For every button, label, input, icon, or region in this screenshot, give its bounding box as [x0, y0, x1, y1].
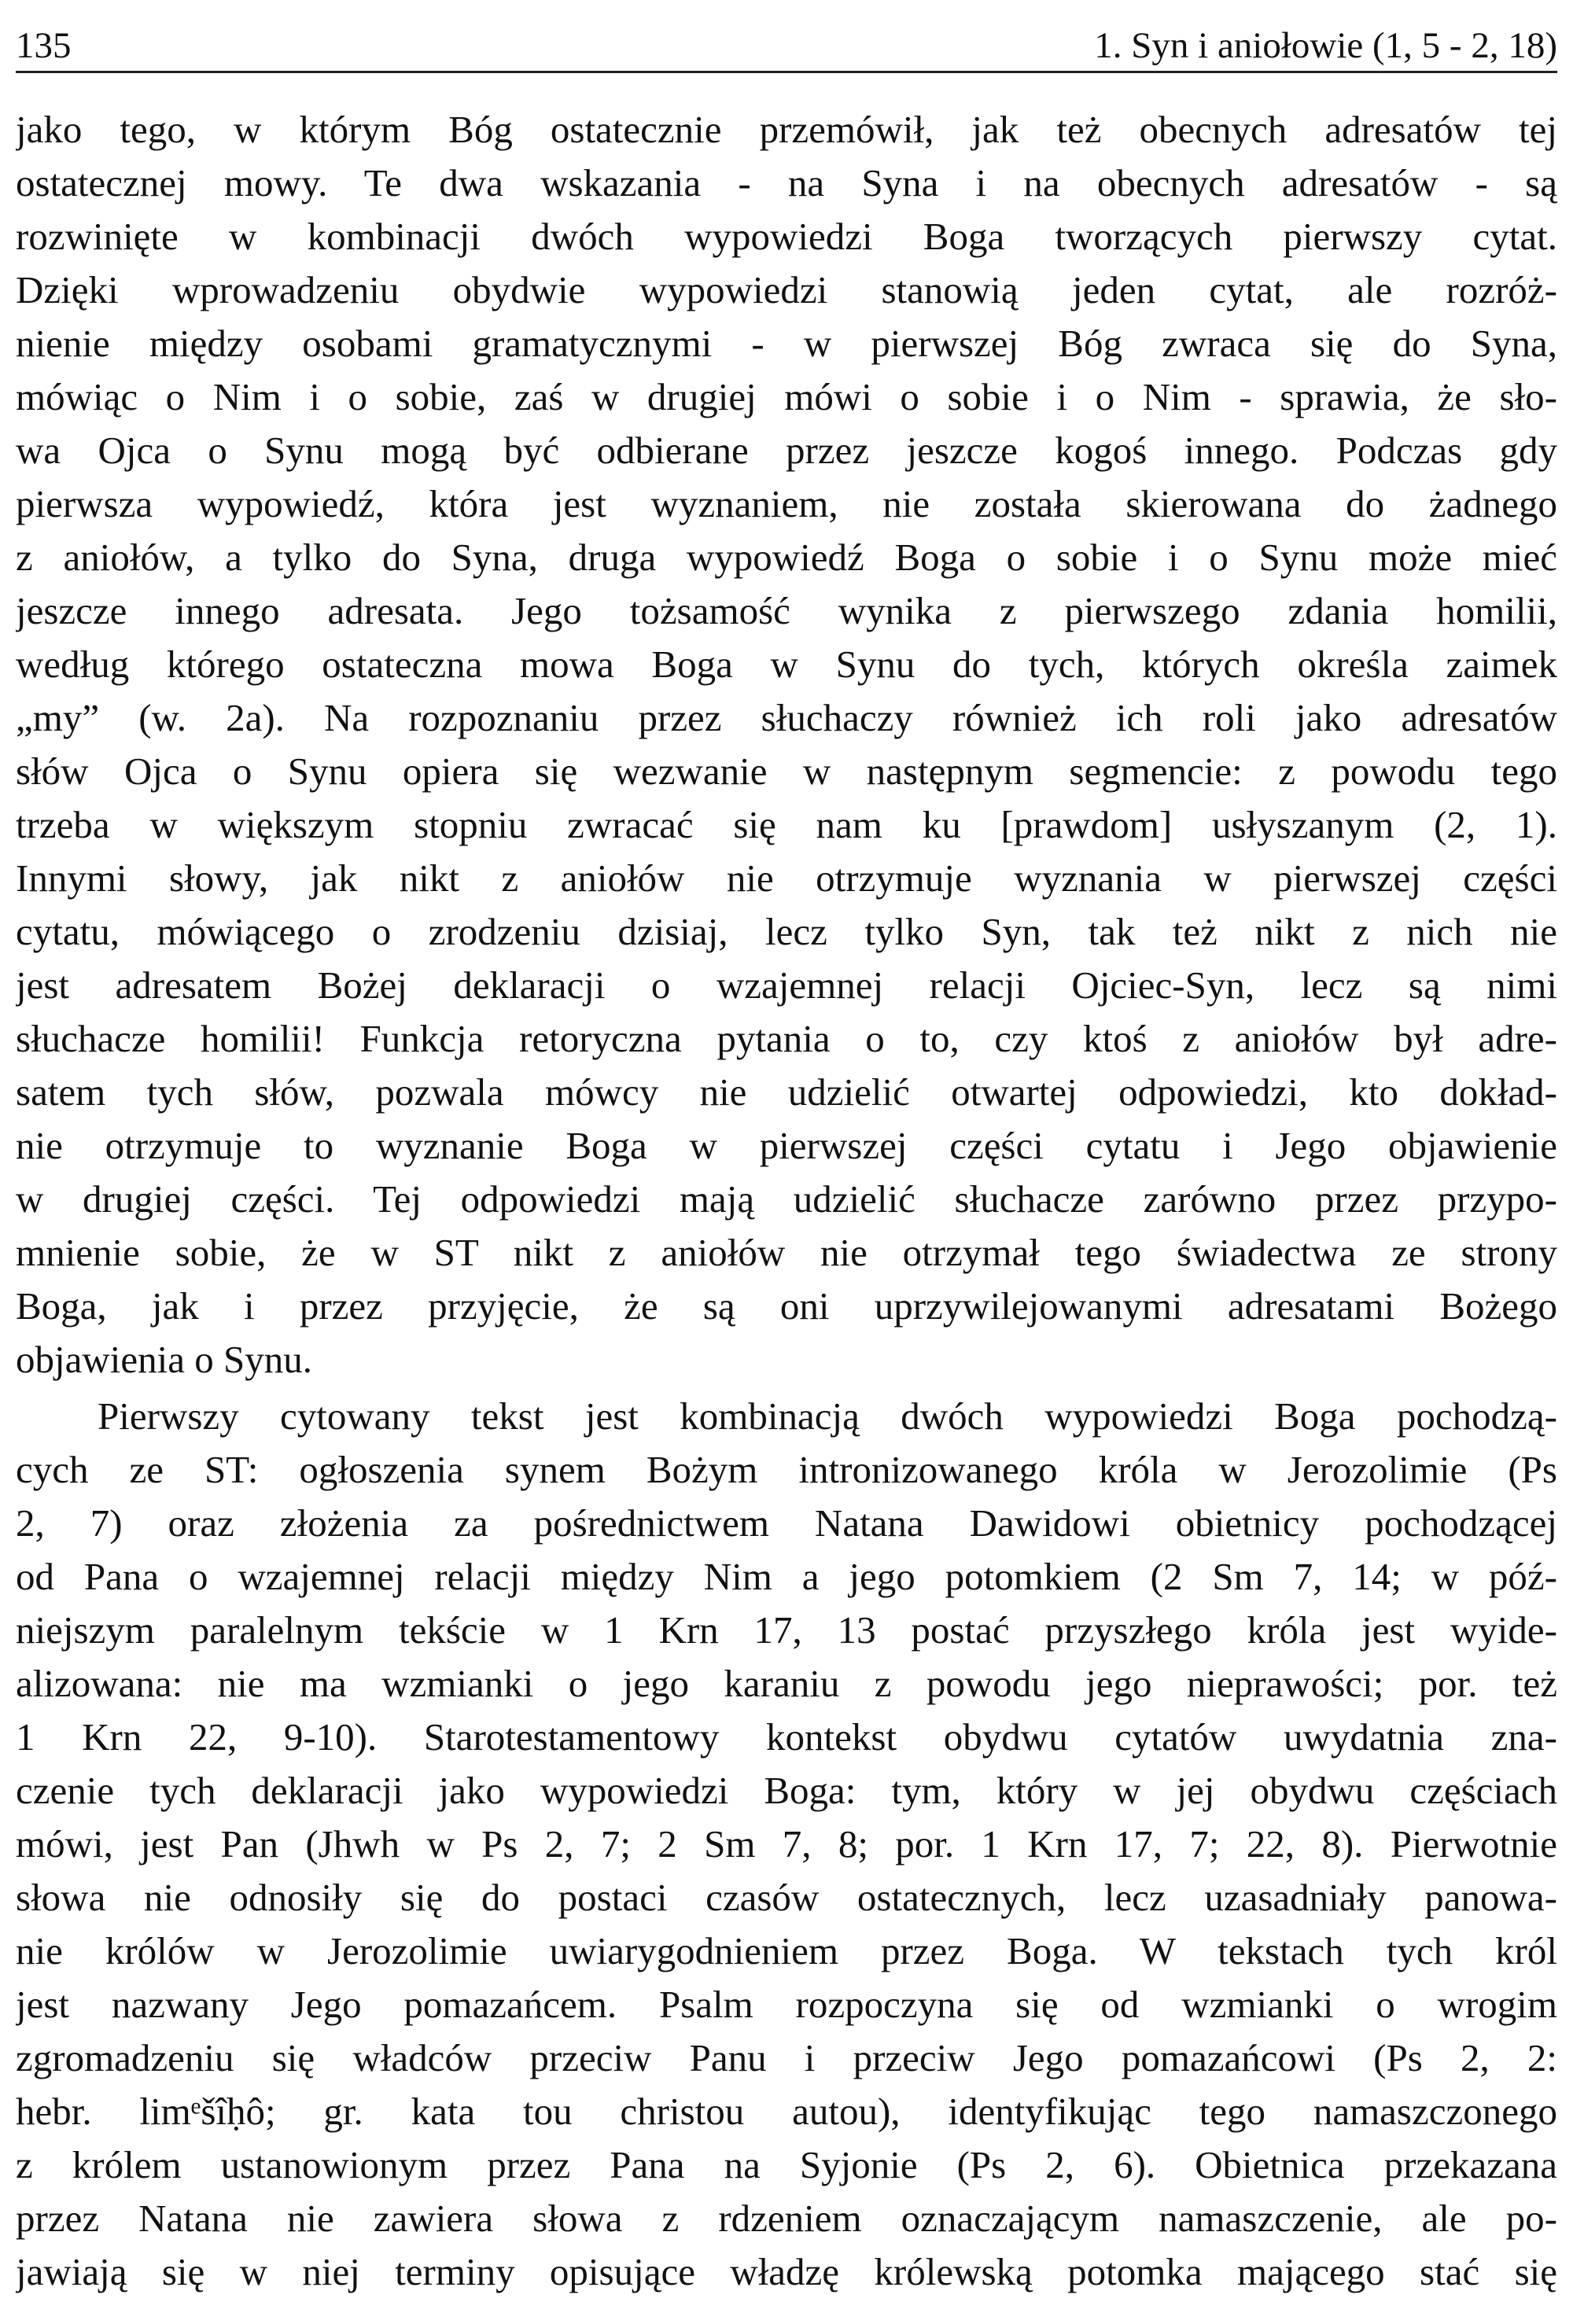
text-line: przez Natana nie zawiera słowa z rdzeniem oznaczającym namaszczenie, ale po- — [16, 2197, 1557, 2240]
text-line: jawiają się w niej terminy opisujące władzę królewską potomka mającego stać się — [16, 2250, 1557, 2293]
text-line: jest adresatem Bożej deklaracji o wzajemnej relacji Ojciec-Syn, lecz są nimi — [16, 963, 1557, 1007]
paragraph-1 — [16, 103, 1557, 1387]
text-line: cych ze ST: ogłoszenia synem Bożym intronizowanego króla w Jerozolimie (Ps — [16, 1448, 1557, 1491]
text-line: mówiąc o Nim i o sobie, zaś w drugiej mówi o sobie i o Nim - sprawia, że sło- — [16, 375, 1557, 418]
text-line: od Pana o wzajemnej relacji między Nim a jego potomkiem (2 Sm 7, 14; w póź- — [16, 1555, 1557, 1598]
text-line: słuchacze homilii! Funkcja retoryczna pytania o to, czy ktoś z aniołów był adre- — [16, 1017, 1557, 1060]
text-line: ostatecznej mowy. Te dwa wskazania - na Syna i na obecnych adresatów - są — [16, 161, 1557, 204]
text-line: nie otrzymuje to wyznanie Boga w pierwszej części cytatu i Jego objawienie — [16, 1124, 1557, 1167]
text-line: zgromadzeniu się władców przeciw Panu i przeciw Jego pomazańcowi (Ps 2, 2: — [16, 2036, 1557, 2079]
text-line: niejszym paralelnym tekście w 1 Krn 17, 13 postać przyszłego króla jest wyide- — [16, 1608, 1557, 1652]
text-line: mnienie sobie, że w ST nikt z aniołów nie otrzymał tego świadectwa ze strony — [16, 1231, 1557, 1274]
text-line: trzeba w większym stopniu zwracać się nam ku [prawdom] usłyszanym (2, 1). — [16, 803, 1557, 846]
text-line: rozwinięte w kombinacji dwóch wypowiedzi Boga tworzących pierwszy cytat. — [16, 215, 1557, 258]
text-line: nienie między osobami gramatycznymi - w pierwszej Bóg zwraca się do Syna, — [16, 322, 1557, 365]
section-title: 1. Syn i aniołowie (1, 5 - 2, 18) — [1094, 25, 1557, 66]
text-line: alizowana: nie ma wzmianki o jego karaniu z powodu jego nieprawości; por. też — [16, 1662, 1557, 1705]
body-text — [16, 103, 1557, 2299]
text-line: w drugiej części. Tej odpowiedzi mają udzielić słuchacze zarówno przez przypo- — [16, 1177, 1557, 1221]
page-number: 135 — [16, 25, 72, 66]
text-line: Innymi słowy, jak nikt z aniołów nie otrzymuje wyznania w pierwszej części — [16, 856, 1557, 900]
text-line: cytatu, mówiącego o zrodzeniu dzisiaj, lecz tylko Syn, tak też nikt z nich nie — [16, 910, 1557, 953]
paragraph-2 — [16, 1390, 1557, 2299]
text-line: jest nazwany Jego pomazańcem. Psalm rozpoczyna się od wzmianki o wrogim — [16, 1983, 1557, 2026]
text-line: czenie tych deklaracji jako wypowiedzi Boga: tym, który w jej obydwu częściach — [16, 1769, 1557, 1812]
text-line: objawienia o Synu. — [16, 1338, 312, 1381]
text-line: hebr. limᵉšîḥô; gr. kata tou christou autou), identyfikując tego namaszczonego — [16, 2090, 1557, 2133]
text-line: Boga, jak i przez przyjęcie, że są oni uprzywilejowanymi adresatami Bożego — [16, 1284, 1557, 1328]
text-line: satem tych słów, pozwala mówcy nie udzielić otwartej odpowiedzi, kto dokład- — [16, 1070, 1557, 1114]
text-line: Pierwszy cytowany tekst jest kombinacją dwóch wypowiedzi Boga pochodzą- — [98, 1394, 1557, 1438]
text-line: „my” (w. 2a). Na rozpoznaniu przez słuchaczy również ich roli jako adresatów — [16, 696, 1557, 739]
text-line: nie królów w Jerozolimie uwiarygodnieniem przez Boga. W tekstach tych król — [16, 1929, 1557, 1972]
text-line: słowa nie odnosiły się do postaci czasów ostatecznych, lecz uzasadniały panowa- — [16, 1876, 1557, 1919]
text-line: wa Ojca o Synu mogą być odbierane przez jeszcze kogoś innego. Podczas gdy — [16, 429, 1557, 472]
text-line: jeszcze innego adresata. Jego tożsamość wynika z pierwszego zdania homilii, — [16, 589, 1557, 632]
text-line: z aniołów, a tylko do Syna, druga wypowiedź Boga o sobie i o Synu może mieć — [16, 536, 1557, 579]
book-page — [16, 20, 1557, 2305]
text-line: słów Ojca o Synu opiera się wezwanie w następnym segmencie: z powodu tego — [16, 749, 1557, 793]
text-line: mówi, jest Pan (Jhwh w Ps 2, 7; 2 Sm 7, 8; por. 1 Krn 17, 7; 22, 8). Pierwotnie — [16, 1822, 1557, 1865]
text-line: według którego ostateczna mowa Boga w Synu do tych, których określa zaimek — [16, 643, 1557, 686]
running-head — [16, 20, 1557, 73]
text-line: pierwsza wypowiedź, która jest wyznaniem, nie została skierowana do żadnego — [16, 482, 1557, 525]
text-line: z królem ustanowionym przez Pana na Syjonie (Ps 2, 6). Obietnica przekazana — [16, 2143, 1557, 2186]
text-line: 1 Krn 22, 9-10). Starotestamentowy kontekst obydwu cytatów uwydatnia zna- — [16, 1715, 1557, 1759]
text-line: jako tego, w którym Bóg ostatecznie przemówił, jak też obecnych adresatów tej — [16, 108, 1557, 151]
text-line: Dzięki wprowadzeniu obydwie wypowiedzi stanowią jeden cytat, ale rozróż- — [16, 268, 1557, 311]
text-line: 2, 7) oraz złożenia za pośrednictwem Natana Dawidowi obietnicy pochodzącej — [16, 1501, 1557, 1545]
